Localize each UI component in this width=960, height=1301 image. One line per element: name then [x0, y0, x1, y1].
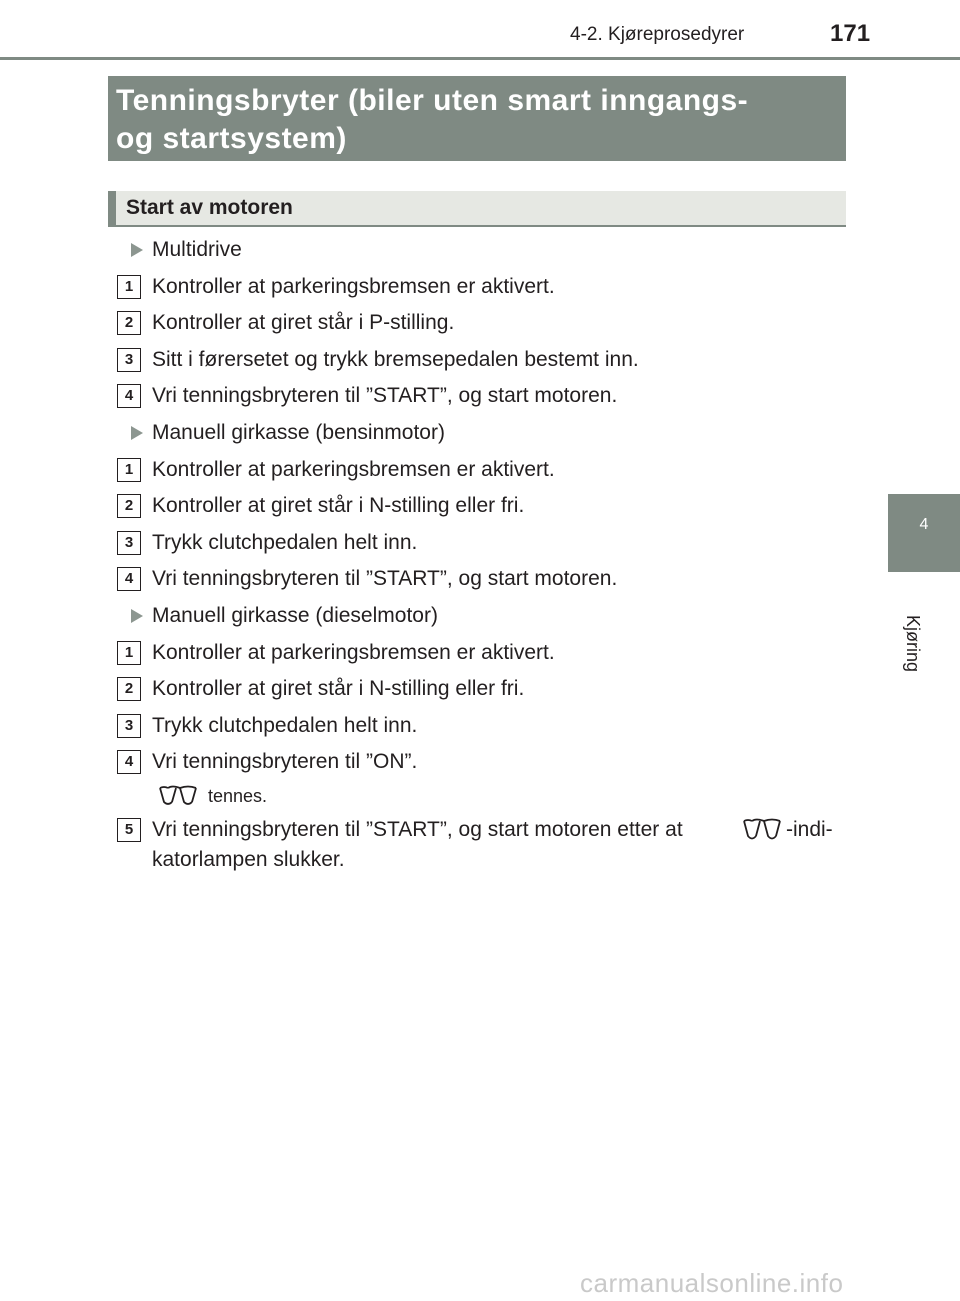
- step-text: Kontroller at giret står i N-stilling eller fri.: [152, 494, 525, 517]
- step-row: [0, 712, 960, 744]
- glow-note: tennes.: [208, 786, 268, 806]
- page-header-section: 4-2. Kjøreprosedyrer: [570, 24, 745, 45]
- step-number-badge: 2: [117, 677, 141, 701]
- step-number-badge: 1: [117, 275, 141, 299]
- group-heading-row: [0, 236, 960, 268]
- step-row: [0, 816, 960, 848]
- header-rule: [0, 57, 960, 60]
- step-number-badge: 5: [117, 818, 141, 842]
- step-row: [0, 492, 960, 524]
- step-text: Kontroller at parkeringsbremsen er aktivert.: [152, 641, 555, 664]
- step-row: [0, 748, 960, 780]
- side-tab-chapter: 4: [919, 516, 929, 533]
- step-text: Sitt i førersetet og trykk bremsepedalen bestemt inn.: [152, 348, 639, 371]
- site-watermark: carmanualsonline.info: [580, 1268, 844, 1298]
- glow-plug-indicator-icon: [740, 816, 786, 844]
- step-text: Trykk clutchpedalen helt inn.: [152, 714, 418, 737]
- step-number-badge: 4: [117, 384, 141, 408]
- arrow-bullet-icon: [131, 426, 143, 440]
- group-heading: Multidrive: [152, 238, 242, 261]
- step-row: [0, 675, 960, 707]
- step-number-badge: 2: [117, 311, 141, 335]
- step-row: [0, 565, 960, 597]
- step-text: Trykk clutchpedalen helt inn.: [152, 531, 418, 554]
- subsection-title: Start av motoren: [126, 196, 293, 219]
- step-text: Vri tenningsbryteren til ”START”, og start motoren.: [152, 384, 618, 407]
- step-continuation-row: [0, 846, 960, 878]
- group-heading-row: [0, 419, 960, 451]
- step-row: [0, 346, 960, 378]
- step-number-badge: 4: [117, 750, 141, 774]
- step-row: [0, 273, 960, 305]
- arrow-bullet-icon: [131, 243, 143, 257]
- step-text: Kontroller at parkeringsbremsen er aktivert.: [152, 458, 555, 481]
- step-number-badge: 2: [117, 494, 141, 518]
- step-number-badge: 3: [117, 531, 141, 555]
- step-text: Kontroller at giret står i N-stilling eller fri.: [152, 677, 525, 700]
- step-row: [0, 382, 960, 414]
- arrow-bullet-icon: [131, 609, 143, 623]
- step-text: Kontroller at giret står i P-stilling.: [152, 311, 455, 334]
- step-row: [0, 456, 960, 488]
- section-title-box: [108, 76, 846, 161]
- step-number-badge: 4: [117, 567, 141, 591]
- subsection-title-box: [108, 191, 846, 227]
- side-tab-label: Kjøring: [903, 615, 923, 673]
- group-heading: Manuell girkasse (bensinmotor): [152, 421, 445, 444]
- step-number-badge: 1: [117, 641, 141, 665]
- group-heading-row: [0, 602, 960, 634]
- step-number-badge: 1: [117, 458, 141, 482]
- step-row: [0, 529, 960, 561]
- step-text-suffix: -indi-: [786, 818, 833, 841]
- step-row: [0, 309, 960, 341]
- step-number-badge: 3: [117, 714, 141, 738]
- step-text: Vri tenningsbryteren til ”START”, og start motoren.: [152, 567, 618, 590]
- step-number-badge: 3: [117, 348, 141, 372]
- section-title-line2: og startsystem): [116, 122, 347, 155]
- step-text: Vri tenningsbryteren til ”START”, og start motoren etter at: [152, 818, 683, 841]
- group-heading: Manuell girkasse (dieselmotor): [152, 604, 438, 627]
- step-text-line2: katorlampen slukker.: [152, 848, 345, 871]
- glow-plug-indicator-icon: [156, 784, 200, 808]
- step-text: Kontroller at parkeringsbremsen er aktivert.: [152, 275, 555, 298]
- step-row: [0, 639, 960, 671]
- page-number: 171: [830, 20, 871, 47]
- section-title-line1: Tenningsbryter (biler uten smart inngangs-: [116, 84, 749, 117]
- step-text: Vri tenningsbryteren til ”ON”.: [152, 750, 418, 773]
